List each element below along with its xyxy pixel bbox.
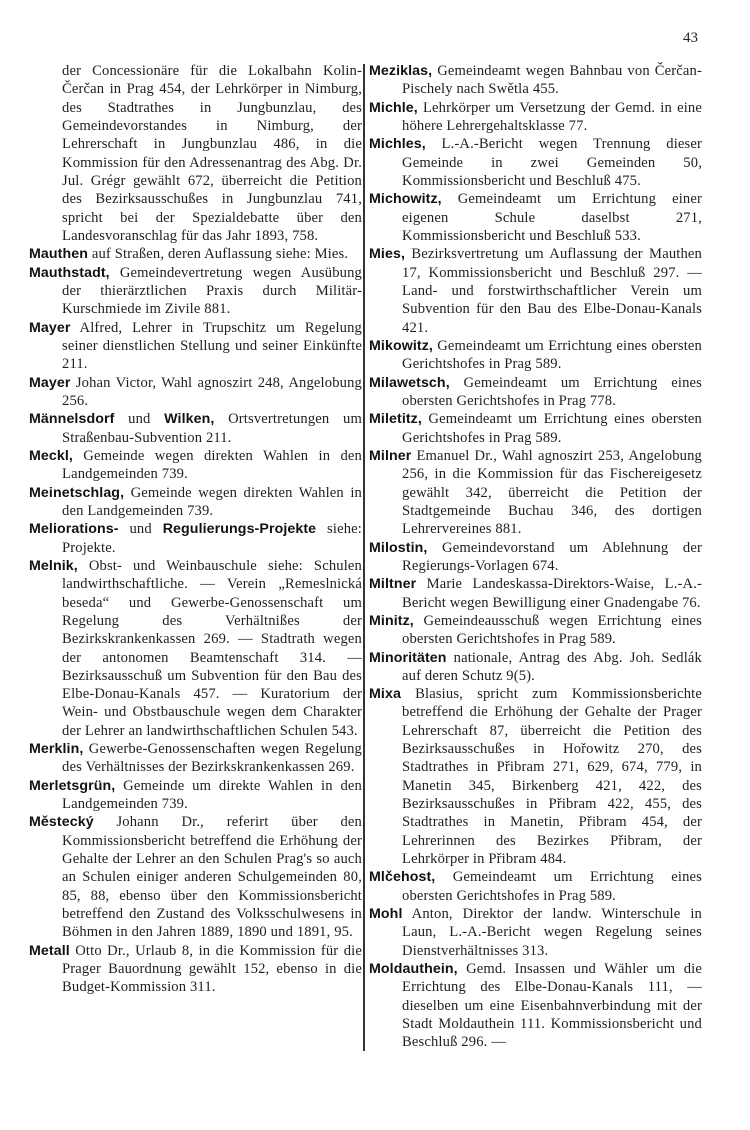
entry-headword: Minoritäten xyxy=(369,649,447,666)
entry-text: Gemeindeausschuß wegen Errichtung eines obersten Gerichtshofes in Prag 589. xyxy=(402,612,702,648)
index-entry xyxy=(29,410,362,447)
entry-text: und xyxy=(118,521,163,538)
entry-text: siehe: Projekte. xyxy=(62,521,362,556)
index-entry xyxy=(29,245,362,263)
entry-headword: Michle, xyxy=(369,99,418,116)
index-entry xyxy=(29,740,362,777)
index-entry xyxy=(29,813,362,941)
entry-headword: Minitz, xyxy=(369,612,414,629)
index-entry xyxy=(369,905,702,960)
entry-headword: Michowitz, xyxy=(369,191,442,208)
entry-headword: Mauthstadt, xyxy=(29,264,110,281)
entry-headword: Mixa xyxy=(369,686,401,703)
right-column xyxy=(369,62,702,1052)
index-entry xyxy=(369,575,702,612)
index-entry xyxy=(369,539,702,576)
entry-headword: Wilken, xyxy=(164,411,215,428)
entry-text: Johann Dr., referirt über den Kommissionsbericht betreffend die Erhöhung der Gehalte der Lehrer an den Schulen Prag's so auch an Schulen einiger anderen Schulgemeinden 80, 85, 88, ebenso über den Kommissionsbericht betreffend den Zustand des Volksschulwesens in Böhmen in den Jahren 1889, 1890 und 1891, 95. xyxy=(62,814,362,941)
entry-text: Marie Landeskassa-Direktors-Waise, L.-A.-Bericht wegen Bewilligung einer Gnadengabe 76. xyxy=(402,576,702,611)
index-entry xyxy=(369,135,702,190)
index-entry xyxy=(369,612,702,649)
entry-headword: Meinetschlag, xyxy=(29,484,125,501)
entry-text: Gemeindeamt um Errichtung eines obersten Gerichtshofes in Prag 589. xyxy=(402,869,702,904)
index-entry xyxy=(369,62,702,99)
index-entry xyxy=(369,868,702,905)
index-entry xyxy=(29,520,362,557)
entry-text: Gewerbe-Genossenschaften wegen Regelung des Verhältnisses der Bezirkskrankenkassen 269. xyxy=(62,741,362,776)
entry-headword: Männelsdorf xyxy=(29,411,115,428)
entry-text: Gemeinde um direkte Wahlen in den Landgemeinden 739. xyxy=(62,777,362,813)
entry-text: Gemeinde wegen direkten Wahlen in den Landgemeinden 739. xyxy=(62,447,362,483)
entry-text: Gemeindeamt um Errichtung eines obersten Gerichtshofes in Prag 589. xyxy=(402,337,702,373)
entry-text: nationale, Antrag des Abg. Joh. Sedlák auf deren Schutz 9(5). xyxy=(402,649,702,684)
entry-headword: Mlčehost, xyxy=(369,869,436,886)
entry-text: Anton, Direktor der landw. Winterschule in Laun, L.-A.-Bericht wegen Regelung seines Dienstverhältnisses 313. xyxy=(402,906,702,959)
entry-headword: Merklin, xyxy=(29,741,84,758)
left-column xyxy=(29,62,362,997)
entry-headword: Městecký xyxy=(29,814,94,831)
entry-headword: Milawetsch, xyxy=(369,374,450,391)
entry-headword: Meziklas, xyxy=(369,63,433,79)
entry-headword: Mayer xyxy=(29,374,71,391)
entry-headword: Merletsgrün, xyxy=(29,777,116,794)
entry-headword: Mohl xyxy=(369,906,403,923)
entry-text: auf Straßen, deren Auflassung siehe: Mies. xyxy=(88,246,349,263)
index-entry xyxy=(369,410,702,447)
index-entry xyxy=(369,447,702,539)
page-number: 43 xyxy=(683,30,698,46)
index-entry xyxy=(369,374,702,411)
index-entry xyxy=(369,190,702,245)
entry-text: Gemeindevorstand um Ablehnung der Regierungs-Vorlagen 674. xyxy=(402,539,702,574)
entry-headword: Meliorations- xyxy=(29,521,119,538)
column-divider xyxy=(363,64,365,1051)
entry-headword: Milostin, xyxy=(369,539,428,556)
entry-text: Gemd. Insassen und Wähler um die Errichtung des Elbe-Donau-Kanals 111, — dieselben um eine Eisenbahnverbindung mit der Stadt Moldauthein 111. Kommissionsbericht und Beschluß 296. — xyxy=(402,961,702,1051)
entry-text: Obst- und Weinbauschule siehe: Schulen landwirthschaftliche. — Verein „Remeslnická beseda“ und Gewerbe-Genossenschaft um Regelung des Verhältnißes der Bezirkskrankenkassen 269. — Stadtrath wegen der antonomen Beamtenschaft 314. — Bezirksausschuß um Subvention für den Bau des Elbe-Donau-Kanals 457. — Kuratorium der Wein- und Obstbauschule wegen dem Charakter der Lehrer an landwirthschaftlichen Schulen 543. xyxy=(62,557,362,739)
entry-text: Gemeindeamt um Errichtung einer eigenen Schule daselbst 271, Kommissionsbericht und Beschluß 533. xyxy=(402,191,702,244)
index-entry xyxy=(29,374,362,411)
index-entry xyxy=(369,685,702,868)
index-entry xyxy=(369,649,702,686)
index-entry xyxy=(369,245,702,337)
index-entry xyxy=(369,99,702,136)
entry-headword: Milner xyxy=(369,447,412,464)
entry-headword: Meckl, xyxy=(29,447,73,464)
index-entry xyxy=(29,777,362,814)
entry-headword: Metall xyxy=(29,942,70,959)
entry-text: Alfred, Lehrer in Trupschitz um Regelung seiner dienstlichen Stellung und seiner Einkünfte 211. xyxy=(62,319,362,373)
entry-headword: Mies, xyxy=(369,246,405,263)
entry-text: Gemeindevertretung wegen Ausübung der thierärztlichen Praxis durch Militär-Kurschmiede im Zivile 881. xyxy=(62,264,362,318)
entry-text: und xyxy=(114,411,165,428)
index-entry xyxy=(29,942,362,997)
index-entry xyxy=(29,557,362,740)
entry-text: L.-A.-Bericht wegen Trennung dieser Gemeinde in zwei Gemeinden 50, Kommissionsbericht und Beschluß 475. xyxy=(402,136,702,189)
index-entry xyxy=(29,62,362,245)
entry-headword: Regulierungs-Projekte xyxy=(162,521,317,538)
entry-text: Gemeinde wegen direkten Wahlen in den Landgemeinden 739. xyxy=(62,484,362,519)
entry-text: Lehrkörper um Versetzung der Gemd. in eine höhere Lehrergehaltsklasse 77. xyxy=(402,99,702,134)
entry-headword: Miletitz, xyxy=(369,411,422,428)
entry-text: der Concessionäre für die Lokalbahn Kolin-Čerčan in Prag 454, der Lehrkörper in Nimburg, des Stadtrathes in Jungbunzlau, des Gemeindevorstandes in Nimburg, der Lehrerschaft in Jungbunzlau 486, in die Kommission für den Adressenantrag des Abg. Dr. Jul. Grégr gewählt 672, überreicht die Petition des Bezirksausschußes in Jungbunzlau 741, spricht bei der Spezialdebatte über den Landesvoranschlag für das Jahr 1893, 758. xyxy=(62,63,362,244)
index-entry xyxy=(369,960,702,1052)
index-entry xyxy=(369,337,702,374)
index-entry xyxy=(29,484,362,521)
entry-text: Gemeindeamt um Errichtung eines obersten Gerichtshofes in Prag 778. xyxy=(402,374,702,409)
entry-headword: Miltner xyxy=(369,576,417,593)
entry-text: Ortsvertretungen um Straßenbau-Subvention 211. xyxy=(62,411,362,446)
index-entry xyxy=(29,319,362,374)
entry-text: Bezirksvertretung um Auflassung der Mauthen 17, Kommissionsbericht und Beschluß 297. — Land- und forstwirthschaftlicher Verein um Subvention für den Bau des Elbe-Donau-Kanals 421. xyxy=(402,246,702,336)
entry-headword: Mauthen xyxy=(29,246,89,263)
entry-text: Emanuel Dr., Wahl agnoszirt 253, Angelobung 256, in die Kommission für das Fischereigesetz gewählt 342, überreicht die Petition der Stadtgemeinde Buchau 346, des dortigen Lehrervereines 881. xyxy=(402,447,702,538)
entry-headword: Melnik, xyxy=(29,557,78,574)
entry-text: Blasius, spricht zum Kommissionsberichte betreffend die Erhöhung der Gehalte der Prager Lehrerschaft 87, überreicht die Petition des Bezirksausschußes in Hořowitz 270, des Stadtrathes in Přibram 271, 629, 674, 779, in Manetin 345, Birkenberg 421, 422, des Bezirksausschußes in Přibram 422, 455, des Stadtrathes in Manetin, Přibram 454, der Lehrerinnen des Bezirkes Přibram, der Lehrkörper in Přibram 484. xyxy=(400,686,702,868)
entry-headword: Mayer xyxy=(29,319,71,336)
index-entry xyxy=(29,447,362,484)
index-entry xyxy=(29,264,362,319)
entry-headword: Moldauthein, xyxy=(369,961,458,978)
entry-text: Gemeindeamt wegen Bahnbau von Čerčan-Pischely nach Swětla 455. xyxy=(402,63,702,98)
entry-headword: Mikowitz, xyxy=(369,337,433,354)
entry-headword: Michles, xyxy=(369,136,426,153)
entry-text: Johan Victor, Wahl agnoszirt 248, Angelobung 256. xyxy=(62,374,362,409)
entry-text: Otto Dr., Urlaub 8, in die Kommission für die Prager Bauordnung gewählt 152, ebenso in die Budget-Kommission 311. xyxy=(62,942,362,996)
entry-text: Gemeindeamt um Errichtung eines obersten Gerichtshofes in Prag 589. xyxy=(402,411,702,446)
